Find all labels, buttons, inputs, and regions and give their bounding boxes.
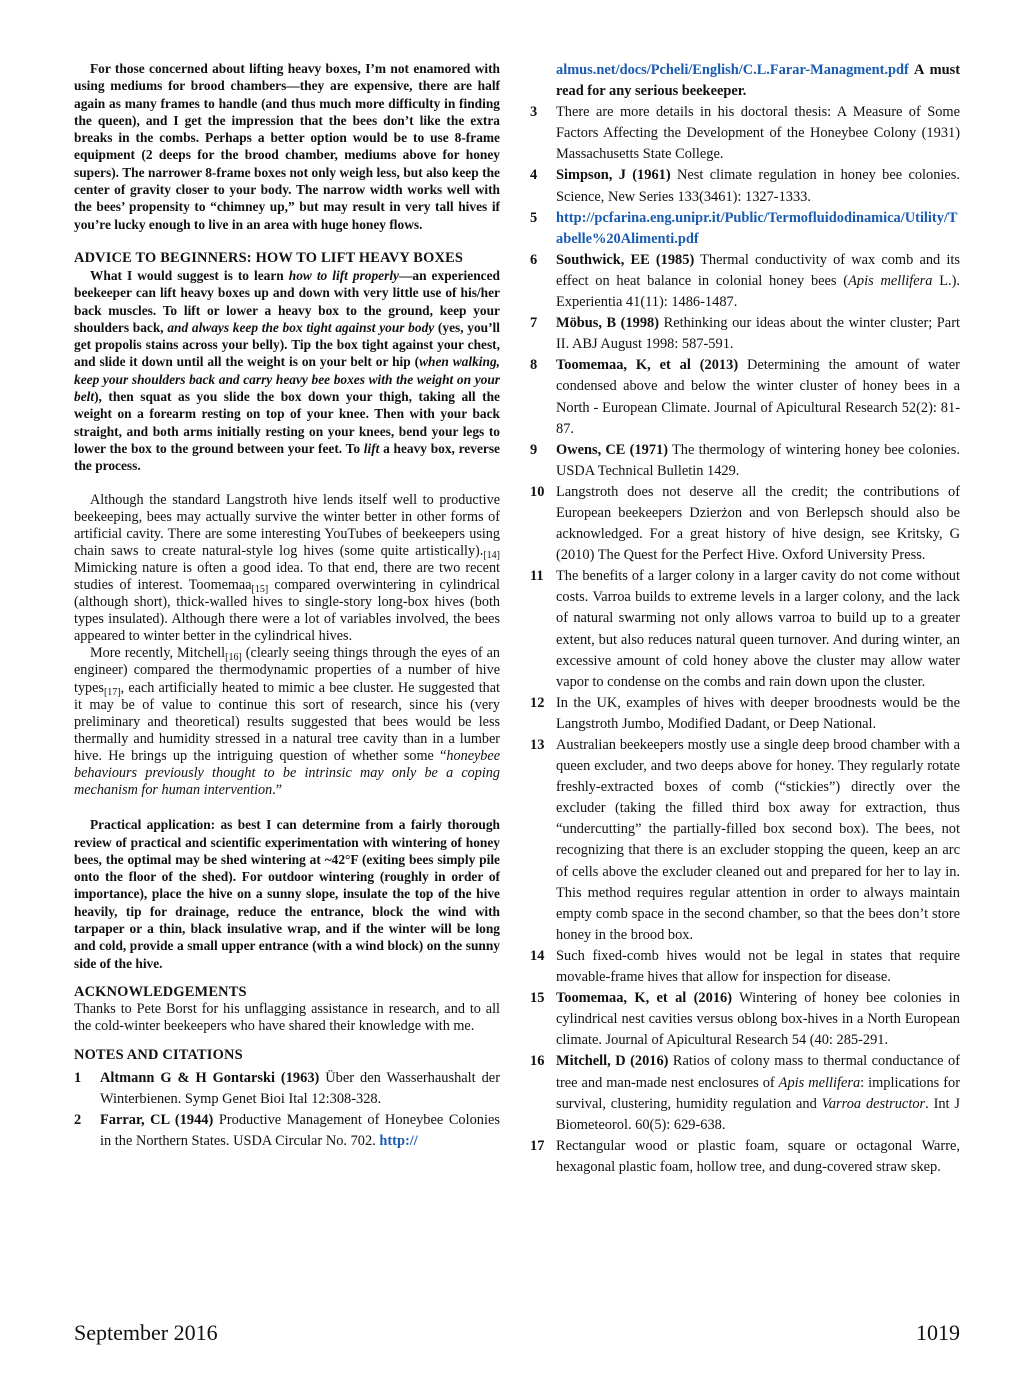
citation-1: 1 Altmann G & H Gontarski (1963) Über den Wasserhaushalt der Winterbienen. Symp Genet Bioi Ital 12:308-328.: [74, 1070, 500, 1108]
citation-7: 7 Möbus, B (1998) Rethinking our ideas about the winter cluster; Part II. ABJ August 1998: 587-591.: [530, 315, 960, 353]
langstroth-paragraph: Although the standard Langstroth hive lends itself well to productive beekeeping, bees may actually survive the winter better in other forms of artificial cavity. There are some interesting YouTubes of beekeepers using chain saws to create natural-style log hives (some quite $artistically)._{[14]}$ Mimicking nature is often a good idea. To that end, there are two recent studies of interest. Toomemaa$_{[15]}$ compared overwintering in cylindrical (although short), thick-walled hives to single-story long-box hives (both types insulated). Although there were a lot of variables involved, the bees appeared to winter better in the cylindrical hives.: [74, 491, 500, 645]
citation-6: 6 Southwick, EE (1985) Thermal conductivity of wax comb and its effect on heat balance in colonial honey bees (Apis mellifera L.). Experientia 41(11): 1486-1487.: [530, 251, 960, 311]
citation-8: 8 Toomemaa, K, et al (2013) Determining the amount of water condensed above and below the winter cluster of honey bees in a North - European Climate. Journal of Apicultural Research 52(2): 81-87.: [530, 357, 960, 437]
citation-9: 9 Owens, CE (1971) The thermology of wintering honey bee colonies. USDA Technical Bulletin 1429.: [530, 441, 960, 479]
citation-2-link-continued[interactable]: almus.net/docs/Pcheli/English/C.L.Farar-Managment.pdf: [556, 62, 909, 78]
citation-5: 5 http://pcfarina.eng.unipr.it/Public/Termofluidodinamica/Utility/Tabelle%20Alimenti.pdf: [530, 209, 958, 247]
citation-14: 14 Such fixed-comb hives would not be legal in states that require movable-frame hives that allow for inspection for disease.: [530, 947, 960, 986]
citation-10: 10 Langstroth does not deserve all the credit; the contributions of European beekeepers Dzierżon and von Berlepsch should also be acknowledged. For a great history of hive design, see Kritsky, G (2010) The Quest for the Perfect Hive. Oxford University Press.: [530, 483, 960, 564]
advice-paragraph: What I would suggest is to learn how to lift properly—an experienced beekeeper can lift heavy boxes up and down with very little use of his/her back muscles. To lift or lower a heavy box to the ground, keep your shoulders back, and always keep the box tight against your body (yes, you’ll get propolis stains across your belly). Tip the box tight against your chest, and slide it down until all the weight is on your belt or hip (when walking, keep your shoulders back and carry heavy bee boxes with the weight on your belt), then squat as you slide the box down your thigh, taking all the weight on a forearm resting on top of your knee. Then with your back straight, and both arms initially resting on your knees, bend your legs to lower the box to the ground between your feet. To lift a heavy box, reverse the process.: [74, 267, 501, 474]
citation-15: 15 Toomemaa, K, et al (2016) Wintering of honey bee colonies in cylindrical nest cavities versus oblong box-hives in a North European climate. Journal of Apicultural Research 54 (40: 285-291.: [530, 990, 960, 1049]
citation-4: 4 Simpson, J (1961) Nest climate regulation in honey bee colonies. Science, New Series 133(3461): 1327-1333.: [530, 167, 960, 205]
notes-heading: NOTES AND CITATIONS: [74, 1047, 243, 1064]
citation-12: 12 In the UK, examples of hives with deeper broodnests would be the Langstroth Jumbo, Modified Dadant, or Deep National.: [530, 694, 960, 732]
page-number: 1019: [916, 1320, 960, 1345]
citation-5-link[interactable]: http://pcfarina.eng.unipr.it/Public/Termofluidodinamica/Utility/Tabelle%20Alimenti.pdf: [556, 209, 958, 247]
practical-paragraph: Practical application: as best I can determine from a fairly thorough review of practical and scientific experimentation with wintering of honey bees, the optimal may be shed wintering at ~42°F (exiting bees simply pile onto the floor of the shed). For outdoor wintering (roughly in order of importance), place the hive on a sunny slope, insulate the top of the hive heavily, tip for drainage, reduce the entrance, block the wind with tarpaper or a thin, black insulative wrap, and if the winter will be long and cold, provide a small upper entrance (with a wind block) on the sunny side of the hive.: [74, 817, 500, 971]
citation-3: 3 There are more details in his doctoral thesis: A Measure of Some Factors Affecting the Development of the Honeybee Colony (1931) Massachusetts State College.: [530, 104, 960, 163]
acknowledgements-paragraph: Thanks to Pete Borst for his unflagging assistance in research, and to all the cold-winter beekeepers who have shared their knowledge with me.: [74, 1000, 500, 1034]
citation-16: 16 Mitchell, D (2016) Ratios of colony mass to thermal conductance of tree and man-made nest enclosures of Apis mellifera: implications for survival, clustering, humidity regulation and Varroa destructor. Int J Biometeorol. 60(5): 629-638.: [530, 1053, 961, 1133]
advice-heading: ADVICE TO BEGINNERS: HOW TO LIFT HEAVY BOXES: [74, 249, 464, 266]
mitchell-paragraph: More recently, Mitchell$_{[16]}$ (clearly seeing things through the eyes of an engineer) compared the thermodynamic properties of a number of hive types$_{[17]}$, each artificially heated to mimic a bee cluster. He suggested that it may be of value to continue this sort of research, since his (very preliminary and theoretical) results suggested that bees would be less thermally and humidity stressed in a natural tree cavity than in a lumber hive. He brings up the intriguing question of whether some “honeybee behaviours previously thought to be intrinsic may only be a coping mechanism for human intervention.”: [74, 645, 500, 799]
intro-paragraph: For those concerned about lifting heavy boxes, I’m not enamored with using mediums for brood chambers—they are expensive, there are half again as many frames to handle (and thus much more difficulty in finding the queen), and I get the impression that the bees don’t like the extra breaks in the combs. Perhaps a better option would be to use 8-frame equipment (2 deeps for the brood chamber, mediums above for honey supers). The narrower 8-frame boxes not only weigh less, but also keep the center of gravity closer to your body. The narrow width works well with the bees’ propensity to “chimney up,” but may result in very tall hives if you’re lucky enough to live in an area with huge honey flows.: [74, 61, 500, 232]
citation-2: 2 Farrar, CL (1944) Productive Management of Honeybee Colonies in the Northern States. USDA Circular No. 702. http://: [74, 1112, 500, 1150]
page-footer: [74, 1320, 960, 1350]
citation-2-link[interactable]: http://: [379, 1133, 418, 1150]
right-column: [530, 60, 960, 1178]
citation-13: 13 Australian beekeepers mostly use a single deep brood chamber with a queen excluder, and two deeps above for honey. They regularly rotate freshly-extracted boxes of comb (“stickies”) directly over the excluder (taking the filled third box away for extraction, thus “undercutting” the partially-filled box second box). The bees, not recognizing that there is an excluder stopping the queen, keep an arc of cells above the excluder cleaned out and prepared for her to lay in. This method requires regular attention in order to always maintain empty comb space in the second chamber, so that the bees don’t store honey in the brood box.: [530, 737, 960, 943]
left-column: [74, 60, 500, 1152]
citation-17: 17 Rectangular wood or plastic foam, square or octagonal Warre, hexagonal plastic foam, hollow tree, and dung-covered straw skep.: [530, 1137, 960, 1175]
citation-11: 11 The benefits of a larger colony in a larger cavity do not come without costs. Varroa builds to extreme levels in a larger colony, and the lack of natural swarming not only allows varroa to build up to a greater extent, but also reduces natural queen turnover. And during winter, an excessive amount of cold honey above the cluster may allow water vapor to condense on the combs and rain down upon the cluster.: [530, 568, 960, 690]
citation-2-continued: almus.net/docs/Pcheli/English/C.L.Farar-Managment.pdf A must read for any serious beekeeper.: [556, 62, 960, 100]
acknowledgements-heading: ACKNOWLEDGEMENTS: [74, 983, 247, 1000]
issue-date: September 2016: [74, 1320, 218, 1345]
